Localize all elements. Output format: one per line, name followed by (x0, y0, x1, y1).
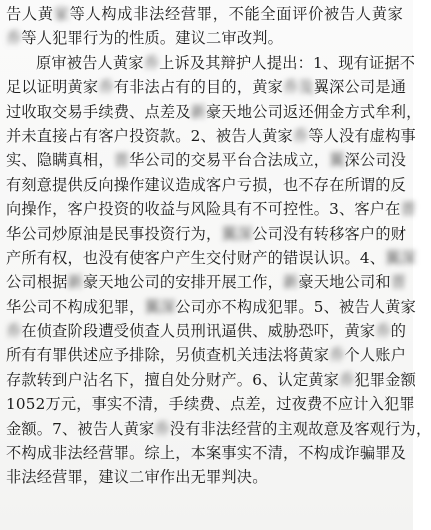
redacted-name: 翼 (329, 151, 345, 170)
text-line (6, 295, 416, 319)
text-line (6, 417, 431, 441)
text-segment: 并未直接占有客户投资款。2、被告人黄家 (6, 126, 293, 145)
text-segment: 非法经营罪，建议二审作出无罪判决。 (6, 468, 268, 487)
text-line (6, 148, 407, 172)
text-segment: 豪天地公司和 (298, 273, 391, 292)
text-segment: 在侦查阶段遭受侦查人员刑讯逼供、威胁恐吓，黄家 (21, 322, 376, 341)
text-segment: 没有非法经营的主观故意及客观行为， (169, 419, 431, 438)
text-segment: 的 (390, 322, 407, 341)
text-line (6, 75, 407, 99)
text-segment: 华公司的交易平台合法成立， (129, 151, 330, 170)
text-line (6, 173, 407, 197)
text-segment: 华公司炒原油是民事投资行为， (6, 224, 222, 243)
text-segment: 金额。7、被告人黄家 (6, 419, 155, 438)
redacted-name: 晋 (400, 200, 416, 219)
text-segment: 向操作，客户投资的收益与风险具有不可控性。3、客户在 (6, 200, 401, 219)
redacted-name: 乔 (6, 29, 22, 48)
redacted-name: 翼深 (144, 297, 176, 316)
text-line (6, 26, 403, 50)
text-segment: 等人犯罪行为的性质。建议二审改判。 (21, 29, 283, 48)
text-segment: 华公司不构成犯罪， (6, 297, 145, 316)
text-segment: 所有有罪供述应予排除，另侦查机关违法将黄家 (6, 346, 330, 365)
redacted-name: 乔 (329, 346, 345, 365)
text-line (6, 197, 416, 221)
redacted-name: 乔 (98, 78, 114, 97)
redacted-name: 翼深 (385, 248, 416, 267)
redacted-name: 晋 (390, 273, 407, 292)
text-segment: 公司没有转移客户的财 (252, 224, 407, 243)
text-segment: 不构成非法经营罪。综上，本案事实不清，不构成诈骗罪及 (6, 444, 407, 463)
text-segment: 等人构成非法经营罪，不能全面评价被告人黄家 (69, 5, 403, 23)
redacted-name: 乔 (6, 322, 22, 341)
text-segment: 有非法占有的目的，黄家 (113, 78, 283, 97)
text-segment: 存款转到户沾名下，擅自处分财产。6、认定黄家 (6, 370, 340, 389)
text-line (6, 270, 407, 294)
text-segment: 上诉及其辩护人提出：1、现有证据不 (159, 53, 416, 72)
text-segment: 告人黄 (6, 5, 54, 23)
text-segment: 1052万元，事实不清，手续费、点差，过夜费不应计入犯罪 (6, 395, 415, 414)
redacted-name: 家 (53, 5, 70, 23)
text-line (6, 100, 422, 124)
text-segment: 翼深公司是通 (313, 78, 407, 97)
redacted-name: 乔 (375, 322, 391, 341)
text-segment: 犯罪金额 (354, 370, 416, 389)
redacted-name: 新 (190, 102, 207, 121)
text-segment: 过收取交易手续费、点差及 (6, 102, 191, 121)
redacted-name: 翼深 (221, 224, 253, 243)
text-segment: 豪天地公司的安排开展工作， (82, 273, 283, 292)
text-line (6, 441, 407, 465)
text-segment: 实、隐瞒真相， (6, 151, 114, 170)
text-line (6, 465, 403, 489)
text-segment: 豪天地公司返还佣金方式牟利， (206, 102, 422, 121)
text-line (6, 124, 416, 148)
text-segment: 公司亦不构成犯罪。5、被告人黄家 (175, 297, 416, 316)
redacted-name: 乔 (143, 53, 160, 72)
text-line (6, 222, 407, 246)
text-line (6, 246, 416, 270)
redacted-name: 新 (283, 273, 299, 292)
text-line (6, 2, 403, 26)
text-line (6, 368, 416, 392)
text-line (6, 319, 407, 343)
redacted-name: 乔 (154, 419, 170, 438)
text-line (6, 392, 415, 416)
redacted-name: 乔 (339, 370, 355, 389)
text-segment: 足以证明黄家 (6, 78, 99, 97)
text-segment: 产所有权，也没有使客户产生交付财产的错误认识。4、 (6, 248, 386, 267)
text-line (6, 51, 416, 75)
text-segment: 个人账户 (344, 346, 407, 365)
text-segment: 原审被告人黄家 (36, 53, 144, 72)
text-segment: 等人没有虚构事 (308, 126, 416, 145)
text-segment: 有刻意提供反向操作建议造成客户亏损，也不存在所谓的反 (6, 175, 407, 194)
text-line (6, 343, 407, 367)
redacted-name: 乔及 (282, 78, 314, 97)
text-segment: 公司根据 (6, 273, 68, 292)
redacted-name: 新 (67, 273, 83, 292)
redacted-name: 乔 (292, 126, 309, 145)
text-segment: 深公司没 (344, 151, 407, 170)
redacted-name: 晋 (113, 151, 130, 170)
